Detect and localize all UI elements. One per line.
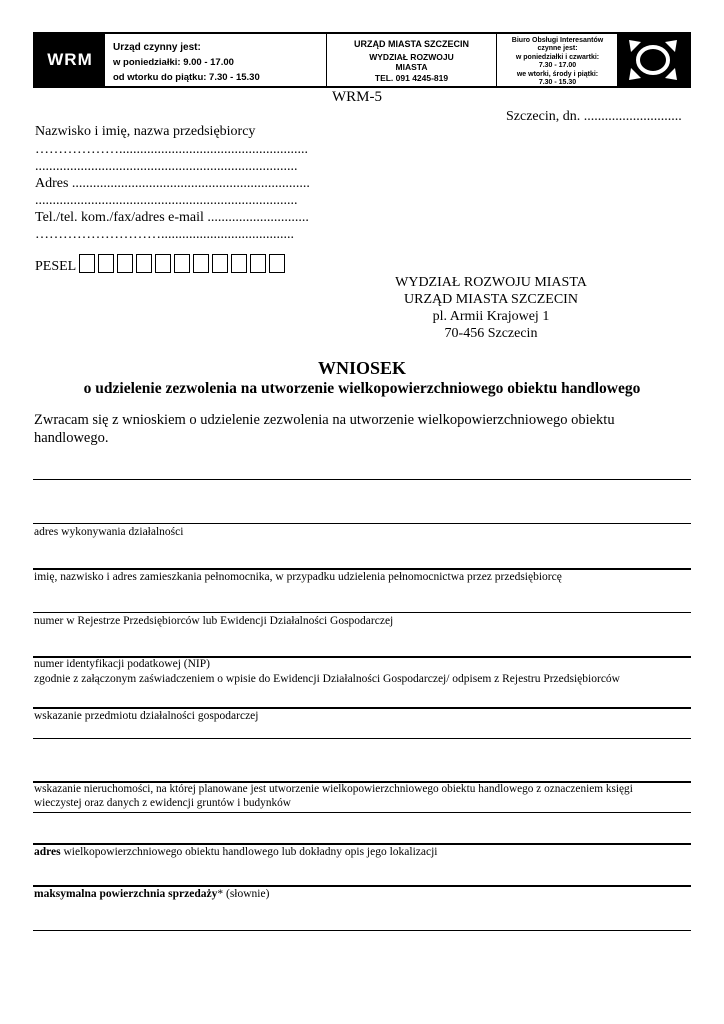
intro-line2: handlowego. bbox=[34, 430, 109, 446]
city-emblem-icon bbox=[617, 34, 689, 86]
field-nip-label-2: zgodnie z załączonym zaświadczeniem o wpisie do Ewidencji Działalności Gospodarczej/ odpisem z Rejestru Przedsiębiorców bbox=[34, 673, 620, 685]
office-info bbox=[327, 34, 497, 86]
field-register-label: numer w Rejestrze Przedsiębiorców lub Ewidencji Działalności Gospodarczej bbox=[34, 615, 394, 627]
field-nip-label: numer identyfikacji podatkowej (NIP) bbox=[34, 658, 210, 670]
field-activity-address-label: adres wykonywania działalności bbox=[34, 526, 184, 538]
field-register-line bbox=[33, 612, 691, 613]
pesel-digit-box[interactable] bbox=[117, 254, 133, 273]
pesel-digit-box[interactable] bbox=[174, 254, 190, 273]
answer-line-2 bbox=[33, 738, 691, 739]
pesel-field bbox=[35, 254, 288, 275]
office-line1: URZĄD MIASTA SZCZECIN bbox=[354, 39, 469, 49]
document-subtitle: o udzielenie zezwolenia na utworzenie wielkopowierzchniowego obiektu handlowego bbox=[83, 380, 641, 397]
applicant-name-dots: ………………...................................................... bbox=[35, 142, 308, 157]
max-area-rest: * (słownie) bbox=[217, 888, 270, 900]
office-line4: TEL. 091 4245-819 bbox=[374, 72, 449, 83]
object-address-bold: adres bbox=[34, 846, 61, 858]
answer-line-4 bbox=[33, 930, 691, 931]
applicant-contact-dots: ………………………...................................... bbox=[35, 227, 294, 242]
applicant-address-dots: ........................................................................... bbox=[35, 193, 298, 208]
recipient-line3: pl. Armii Krajowej 1 bbox=[432, 309, 550, 324]
boi-line1: Biuro Obsługi Interesantów bbox=[511, 37, 604, 44]
form-code: WRM-5 bbox=[332, 89, 382, 105]
customer-office-hours bbox=[497, 34, 619, 86]
pesel-digit-box[interactable] bbox=[193, 254, 209, 273]
field-property-label: wskazanie nieruchomości, na której planowane jest utworzenie wielkopowierzchniowego obiektu handlowego z oznaczeniem księgi bbox=[34, 783, 633, 795]
boi-line6: 7.30 - 15.30 bbox=[538, 79, 577, 87]
answer-line bbox=[33, 479, 691, 480]
pesel-digit-box[interactable] bbox=[231, 254, 247, 273]
pesel-digit-box[interactable] bbox=[98, 254, 114, 273]
wrm-logo: WRM bbox=[35, 34, 105, 86]
boi-line3: w poniedziałki i czwartki: bbox=[515, 53, 600, 61]
field-proxy-label: imię, nazwisko i adres zamieszkania pełnomocnika, w przypadku udzielenia pełnomocnictwa przez przedsiębiorcę bbox=[34, 571, 562, 583]
applicant-name-label: Nazwisko i imię, nazwa przedsiębiorcy bbox=[35, 124, 256, 139]
hours-monday: w poniedziałki: 9.00 - 17.00 bbox=[113, 57, 234, 68]
pesel-digit-box[interactable] bbox=[155, 254, 171, 273]
applicant-address: Adres .................................................................... bbox=[35, 176, 310, 191]
field-property-label-2: wieczystej oraz danych z ewidencji gruntów i budynków bbox=[34, 797, 291, 809]
date-line: Szczecin, dn. ............................ bbox=[506, 109, 682, 124]
boi-line5: we wtorki, środy i piątki: bbox=[516, 70, 599, 78]
pesel-boxes bbox=[79, 259, 288, 274]
max-area-bold: maksymalna powierzchnia sprzedaży bbox=[34, 888, 218, 900]
applicant-name-dots-2: ........................................................................... bbox=[35, 159, 298, 174]
hours-title: Urząd czynny jest: bbox=[113, 42, 201, 53]
office-hours bbox=[107, 34, 327, 86]
applicant-contact: Tel./tel. kom./fax/adres e-mail ............................. bbox=[35, 210, 309, 225]
header-bar bbox=[33, 32, 691, 88]
field-activity-address-line bbox=[33, 523, 691, 524]
pesel-digit-box[interactable] bbox=[136, 254, 152, 273]
answer-line-3 bbox=[33, 812, 691, 813]
recipient-line4: 70-456 Szczecin bbox=[444, 326, 538, 341]
object-address-rest: wielkopowierzchniowego obiektu handlowego lub dokładny opis jego lokalizacji bbox=[60, 846, 438, 858]
field-business-label: wskazanie przedmiotu działalności gospodarczej bbox=[34, 710, 259, 722]
boi-line4: 7.30 - 17.00 bbox=[538, 62, 577, 70]
office-line3: MIASTA bbox=[395, 62, 428, 72]
field-object-address-label bbox=[34, 845, 437, 860]
intro-line1: Zwracam się z wnioskiem o udzielenie zezwolenia na utworzenie wielkopowierzchniowego obiektu bbox=[34, 412, 615, 428]
pesel-digit-box[interactable] bbox=[79, 254, 95, 273]
pesel-digit-box[interactable] bbox=[269, 254, 285, 273]
recipient-line2: URZĄD MIASTA SZCZECIN bbox=[404, 292, 578, 307]
pesel-digit-box[interactable] bbox=[250, 254, 266, 273]
hours-tue-fri: od wtorku do piątku: 7.30 - 15.30 bbox=[113, 72, 260, 83]
document-title: WNIOSEK bbox=[317, 358, 407, 378]
recipient-line1: WYDZIAŁ ROZWOJU MIASTA bbox=[395, 275, 587, 290]
office-line2: WYDZIAŁ ROZWOJU bbox=[369, 51, 454, 62]
field-max-area-label bbox=[34, 887, 269, 902]
pesel-label: PESEL bbox=[35, 259, 76, 274]
boi-line2: czynne jest: bbox=[537, 45, 578, 53]
pesel-digit-box[interactable] bbox=[212, 254, 228, 273]
